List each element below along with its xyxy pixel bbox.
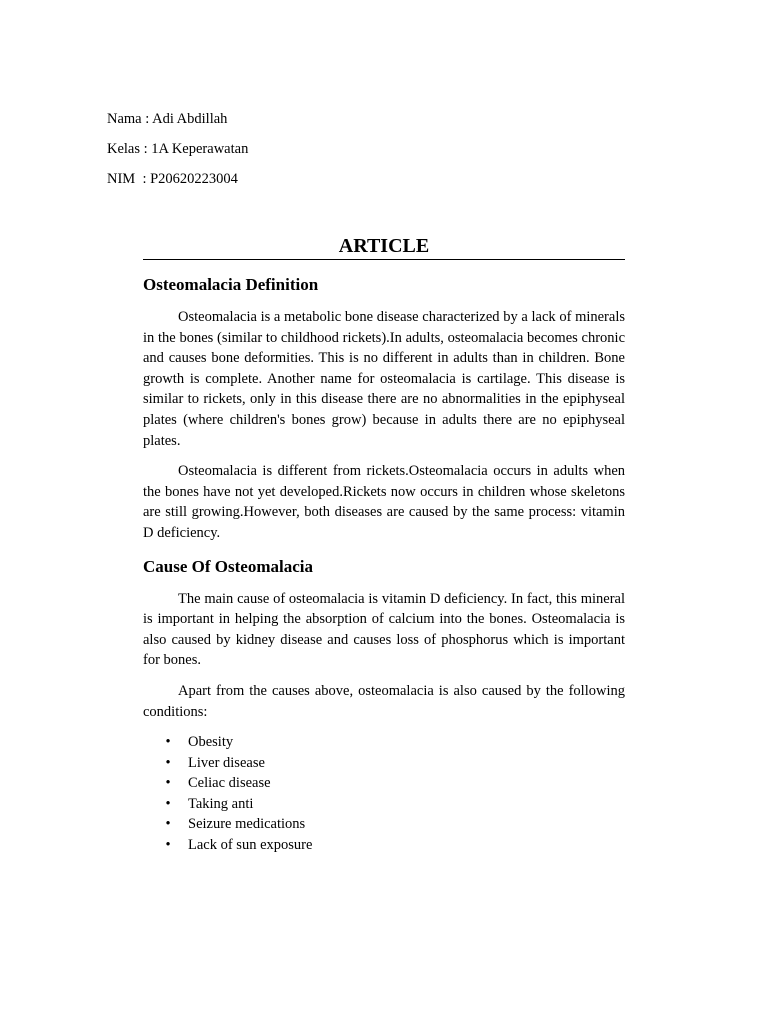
student-name: Nama : Adi Abdillah [107, 111, 228, 127]
paragraph-cause-2: Apart from the causes above, osteomalacia is also caused by the following conditions: [143, 682, 625, 720]
bullet-icon: • [165, 816, 171, 833]
list-item-text: Celiac disease [188, 775, 271, 792]
bullet-icon: • [165, 795, 171, 812]
section-heading-cause: Cause Of Osteomalacia [143, 556, 313, 576]
article-body [143, 234, 625, 856]
list-item [143, 773, 625, 794]
paragraph-definition-2: Osteomalacia is different from rickets.Osteomalacia occurs in adults when the bones have not yet developed.Rickets now occurs in children whose skeletons are still growing.However, both diseases are caused by the same process: vitamin D deficiency. [143, 463, 625, 541]
bullet-icon: • [165, 837, 171, 854]
list-item-text: Lack of sun exposure [188, 837, 313, 854]
list-item [143, 753, 625, 774]
student-identity [107, 110, 248, 200]
bullet-icon: • [165, 754, 171, 771]
list-item-text: Taking anti [188, 795, 254, 812]
article-title: ARTICLE [143, 234, 625, 260]
list-item [143, 794, 625, 815]
student-nim: NIM : P20620223004 [107, 171, 238, 187]
list-item-text: Seizure medications [188, 816, 306, 833]
student-class: Kelas : 1A Keperawatan [107, 141, 249, 157]
section-heading-definition: Osteomalacia Definition [143, 275, 319, 294]
paragraph-definition-1: Osteomalacia is a metabolic bone disease characterized by a lack of minerals in the bones (similar to childhood rickets).In adults, osteomalacia becomes chronic and causes bone deformities. This is no different in adults than in children. Bone growth is complete. Another name for osteomalacia is cartilage. This disease is similar to rickets, only in this disease there are no abnormalities in the epiphyseal plates (where children's bones grow) because in adults there are no epiphyseal plates. [143, 309, 625, 449]
bullet-icon: • [165, 775, 171, 792]
list-item [143, 732, 625, 753]
paragraph-cause-1: The main cause of osteomalacia is vitamin D deficiency. In fact, this mineral is important in helping the absorption of calcium into the bones. Osteomalacia is also caused by kidney disease and causes loss of phosphorus which is important for bones. [143, 590, 625, 669]
list-item-text: Obesity [188, 734, 234, 751]
conditions-list [143, 732, 625, 856]
list-item-text: Liver disease [188, 754, 265, 771]
list-item [143, 835, 625, 856]
list-item [143, 814, 625, 835]
bullet-icon: • [165, 734, 171, 751]
